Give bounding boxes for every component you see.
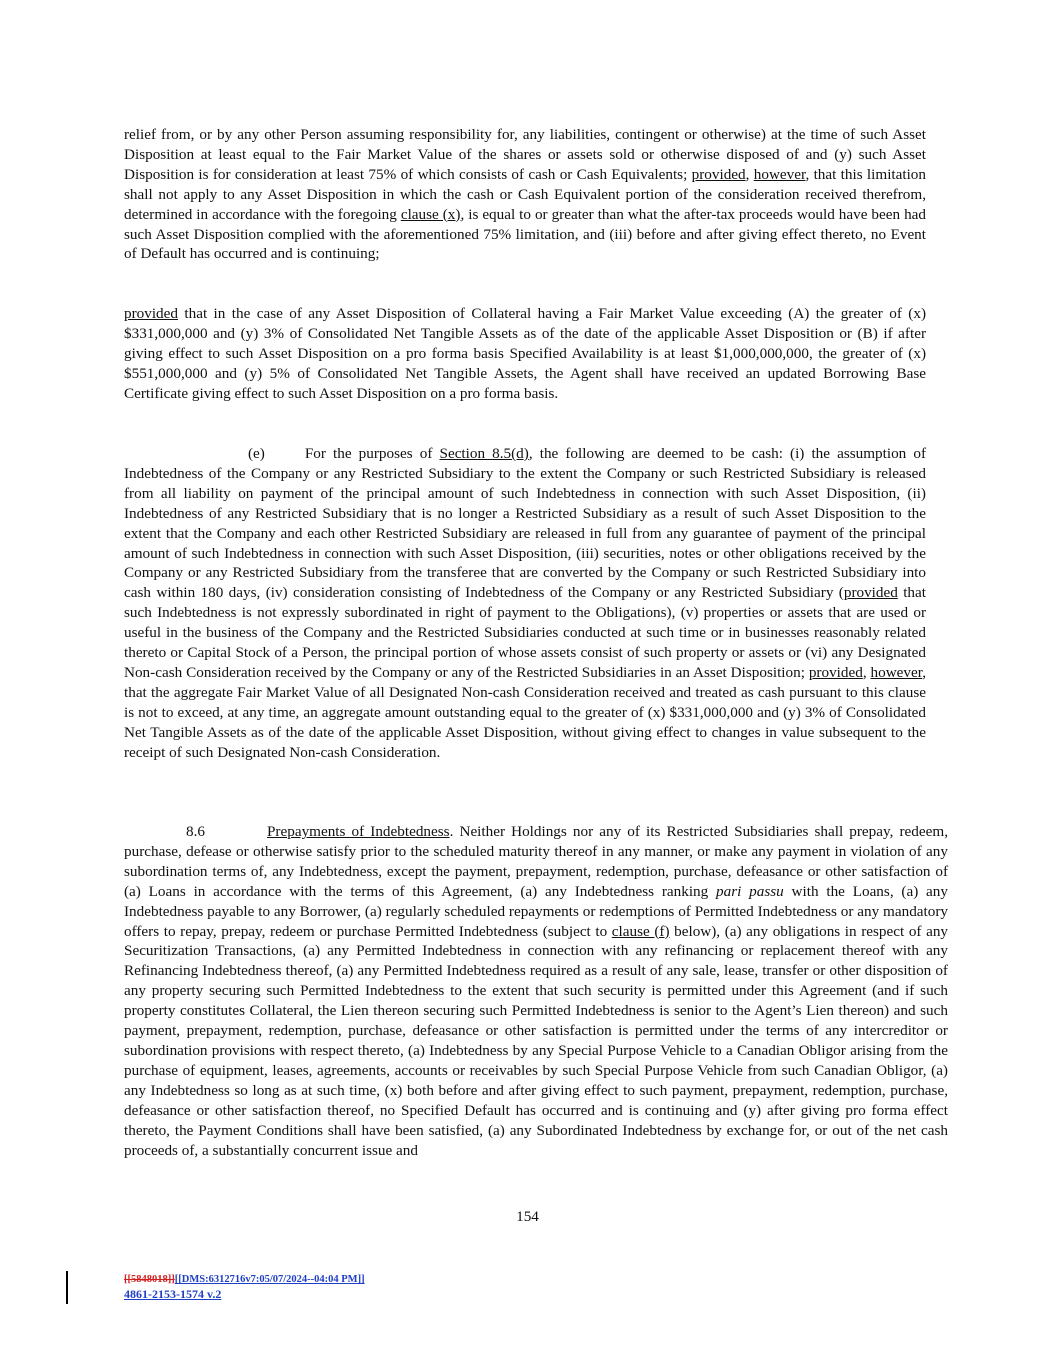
text-run: , the following are deemed to be cash: (i) the assumption of Indebtedness of the Company or any Restricted Subsidiary to the extent the Company or such Restricted Subsidiary is released from all liability on payment of the principal amount of such Indebtedness in connection with such Asset Disposition, (ii) Indebtedness of any Restricted Subsidiary that is no longer a Restricted Subsidiary as a result of such Asset Disposition to the extent that the Company and each other Restricted Subsidiary are released in full from any guarantee of payment of the principal amount of such Indebtedness in connection with such Asset Disposition, (iii) securities, notes or other obligations received by the Company or any Restricted Subsidiary from the transferee that are converted by the Company or such Restricted Subsidiary into cash within 180 days, (iv) consideration consisting of Indebtedness of the Company or any Restricted Subsidiary ( bbox=[124, 445, 927, 602]
text-run: , bbox=[745, 165, 754, 183]
text-run: , that this limitation shall not apply to any Asset Disposition in which the cash or Cash Equivalent portion of the consideration received therefrom, determined in accordance with the foregoing bbox=[124, 165, 926, 223]
document-id: 4861-2153-1574 v.2 bbox=[124, 1287, 222, 1301]
text-run: with the Loans, (a) any Indebtedness payable to any Borrower, (a) regularly scheduled repayments or redemptions of Permitted Indebtedness or any mandatory offers to repay, prepay, redeem or purchase Permitted Indebtedness (subject to bbox=[124, 882, 948, 940]
paragraph-provided-collateral bbox=[124, 304, 926, 404]
text-run: below), (a) any obligations in respect of any Securitization Transactions, (a) any Permitted Indebtedness in connection with any refinancing or replacement thereof with any Refinancing Indebtedness thereof, (a) any Permitted Indebtedness required as a result of any sale, lease, transfer or other disposition of any property securing such Permitted Indebtedness to the extent that such security is permitted under this Agreement (and if such property constitutes Collateral, the Lien thereon securing such Permitted Indebtedness is senior to the Agent’s Lien thereon) and such payment, prepayment, redemption, purchase, defeasance or other satisfaction is permitted under the terms of any intercreditor or subordination provisions with respect thereto, (a) Indebtedness by any Special Purpose Vehicle to a Canadian Obligor arising from the purchase of equipment, leases, agreements, accounts or receivables by such Special Purpose Vehicle from such Canadian Obligor, (a) any Indebtedness so long as at such time, (x) both before and after giving effect to such payment, prepayment, redemption, purchase, defeasance or other satisfaction thereof, no Specified Default has occurred and is continuing and (y) after giving pro forma effect thereto, the Payment Conditions shall have been satisfied, (a) any Subordinated Indebtedness by exchange for, or out of the net cash proceeds of, a substantially concurrent issue and bbox=[124, 922, 949, 1159]
section-heading: Prepayments of Indebtedness bbox=[266, 823, 450, 840]
footer-dms-line bbox=[124, 1273, 365, 1287]
paragraph-section-e bbox=[124, 444, 926, 763]
text-run: , bbox=[862, 663, 871, 681]
text-run: that in the case of any Asset Disposition of Collateral having a Fair Market Value exceeding (A) the greater of (x) $331,000,000 and (y) 3% of Consolidated Net Tangible Assets as of the date of the applicable Asset Disposition or (B) if after giving effect to such Asset Disposition on a pro forma basis Specified Availability is at least $1,000,000,000, the greater of (x) $551,000,000 and (y) 5% of Consolidated Net Tangible Assets, the Agent shall have received an updated Borrowing Base Certificate giving effect to such Asset Disposition on a pro forma basis. bbox=[124, 305, 926, 402]
text-run: For the purposes of bbox=[304, 445, 440, 462]
change-bar bbox=[66, 1271, 68, 1304]
text-run: . Neither Holdings nor any of its Restricted Subsidiaries shall prepay, redeem, purchase, defease or otherwise satisfy prior to the scheduled maturity thereof in any manner, or make any payment in violation of any subordination terms of, any Indebtedness, except the payment, prepayment, redemption, purchase, defeasance or other satisfaction of (a) Loans in accordance with the terms of this Agreement, (a) any Indebtedness ranking bbox=[124, 823, 948, 900]
inserted-reference: [[DMS:6312716v7:05/07/2024--04:04 PM]] bbox=[174, 1274, 365, 1285]
text-run: that such Indebtedness is not expressly subordinated in right of payment to the Obligations), (v) properties or assets that are used or useful in the business of the Company and the Restricted Subsidiaries conducted at such time or in businesses reasonably related thereto or Capital Stock of a Person, the principal portion of whose assets consist of such property or assets or (vi) any Designated Non-cash Consideration received by the Company or any of the Restricted Subsidiaries in an Asset Disposition; bbox=[124, 584, 926, 681]
clause-label: (e) bbox=[248, 445, 265, 462]
provided-term: provided bbox=[124, 305, 178, 322]
provided-term: provided bbox=[808, 663, 863, 681]
document-footer bbox=[124, 1273, 365, 1301]
deleted-reference: [[5848018]] bbox=[124, 1274, 175, 1285]
however-term: however bbox=[870, 663, 923, 681]
pari-passu-term: pari passu bbox=[716, 882, 784, 900]
text-run: relief from, or by any other Person assuming responsibility for, any liabilities, contingent or otherwise) at the time of such Asset Disposition at least equal to the Fair Market Value of the shares or assets sold or otherwise disposed of and (y) such Asset Disposition is for consideration at least 75% of which consists of cash or Cash Equivalents; bbox=[124, 126, 926, 183]
section-number: 8.6 bbox=[186, 823, 205, 840]
page-number: 154 bbox=[516, 1208, 539, 1225]
clause-f-reference: clause (f) bbox=[611, 922, 670, 940]
section-reference: Section 8.5(d) bbox=[439, 445, 529, 462]
paragraph-section-8-6 bbox=[124, 822, 948, 1160]
provided-term: provided bbox=[691, 165, 746, 183]
text-run: , is equal to or greater than what the after-tax proceeds would have been had such Asset Disposition complied with the aforementioned 75% limitation, and (iii) before and after giving effect thereto, no Event of Default has occurred and is continuing; bbox=[124, 205, 926, 263]
clause-x-reference: clause (x) bbox=[400, 205, 461, 223]
paragraph-asset-disposition-continued bbox=[124, 125, 926, 264]
provided-term: provided bbox=[843, 584, 898, 602]
text-run: , that the aggregate Fair Market Value of all Designated Non-cash Consideration received and treated as cash pursuant to this clause is not to exceed, at any time, an aggregate amount outstanding equal to the greater of (x) $331,000,000 and (y) 3% of Consolidated Net Tangible Assets as of the date of the applicable Asset Disposition, without giving effect to changes in value subsequent to the receipt of such Designated Non-cash Consideration. bbox=[124, 663, 927, 761]
however-term: however bbox=[753, 165, 806, 183]
